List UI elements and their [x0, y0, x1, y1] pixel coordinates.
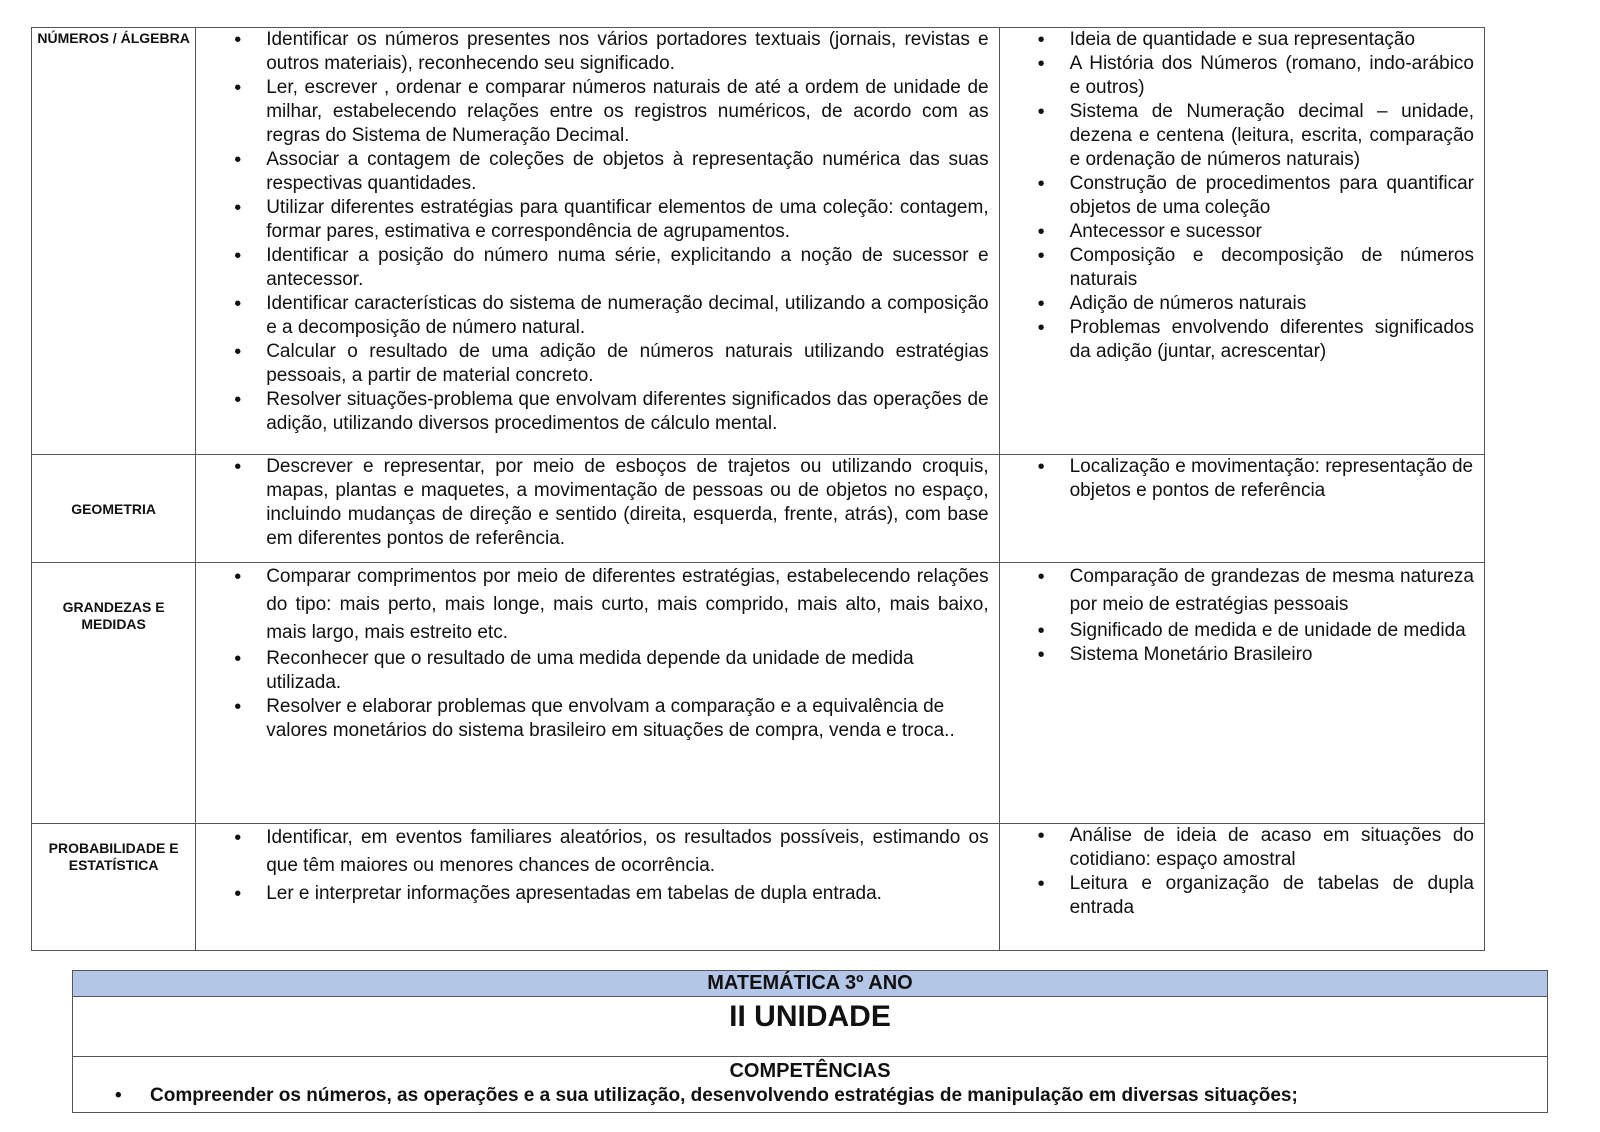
content-item: • Sistema de Numeração decimal – unidade, dezena e centena (leitura, escrita, comparação e ordenação de números naturais): [1000, 100, 1474, 172]
competency-item: • Compreender os números, as operações e a sua utilização, desenvolvendo estratégias de manipulação em diversas situações;: [73, 1083, 1547, 1108]
objective-item: • Resolver e elaborar problemas que envolvam a comparação e a equivalência de: [196, 695, 988, 719]
contents-cell: [999, 455, 1484, 563]
content-item: • Comparação de grandezas de mesma natureza por meio de estratégias pessoais: [1000, 563, 1474, 619]
objective-item: • Identificar características do sistema de numeração decimal, utilizando a composição e a decomposição de número natural.: [196, 292, 988, 340]
content-item: • Ideia de quantidade e sua representação: [1000, 28, 1474, 52]
objective-item: • Comparar comprimentos por meio de diferentes estratégias, estabelecendo relações do tipo: mais perto, mais longe, mais curto, mais comprido, mais alto, mais baixo, mais largo, mais estreito etc.: [196, 563, 988, 647]
unit-header-table: [72, 970, 1548, 1113]
content-item: • Sistema Monetário Brasileiro: [1000, 643, 1474, 667]
area-cell: PROBABILIDADE E ESTATÍSTICA: [32, 824, 196, 951]
competencies-cell: [73, 1057, 1548, 1113]
objectives-cell: [196, 563, 999, 824]
content-item: • Antecessor e sucessor: [1000, 220, 1474, 244]
content-continuation: objetos e pontos de referência: [1069, 480, 1326, 501]
content-item: • Construção de procedimentos para quantificar objetos de uma coleção: [1000, 172, 1474, 220]
objective-continuation: valores monetários do sistema brasileiro em situações de compra, venda e troca..: [266, 720, 955, 741]
table-row: [32, 824, 1485, 951]
subject-title: MATEMÁTICA 3º ANO: [73, 971, 1548, 997]
table-row: [32, 563, 1485, 824]
objective-item: • Reconhecer que o resultado de uma medida depende da unidade de medida: [196, 647, 988, 671]
objective-item: • Calcular o resultado de uma adição de números naturais utilizando estratégias pessoais, a partir de material concreto.: [196, 340, 988, 388]
competencies-title: COMPETÊNCIAS: [729, 1060, 891, 1082]
content-item: • Significado de medida e de unidade de medida: [1000, 619, 1474, 643]
objective-item: • Associar a contagem de coleções de objetos à representação numérica das suas respectivas quantidades.: [196, 148, 988, 196]
content-item: • Leitura e organização de tabelas de dupla entrada: [1000, 872, 1474, 920]
objective-item: • Identificar a posição do número numa série, explicitando a noção de sucessor e antecessor.: [196, 244, 988, 292]
content-item: • Análise de ideia de acaso em situações do cotidiano: espaço amostral: [1000, 824, 1474, 872]
objective-item: • Utilizar diferentes estratégias para quantificar elementos de uma coleção: contagem, formar pares, estimativa e correspondência de agrupamentos.: [196, 196, 988, 244]
objective-item: • Identificar os números presentes nos vários portadores textuais (jornais, revistas e outros materiais), reconhecendo seu significado.: [196, 28, 988, 76]
table-row: [32, 455, 1485, 563]
objective-item: • Descrever e representar, por meio de esboços de trajetos ou utilizando croquis, mapas, plantas e maquetes, a movimentação de pessoas ou de objetos no espaço, incluindo mudanças de direção e sentido (direita, esquerda, frente, atrás), com base em diferentes pontos de referência.: [196, 455, 988, 551]
objective-item: • Ler e interpretar informações apresentadas em tabelas de dupla entrada.: [196, 880, 988, 908]
contents-cell: [999, 28, 1484, 455]
objectives-cell: [196, 28, 999, 455]
objective-item: • Ler, escrever , ordenar e comparar números naturais de até a ordem de unidade de milhar, estabelecendo relações entre os registros numéricos, de acordo com as regras do Sistema de Numeração Decimal.: [196, 76, 988, 148]
area-cell: GRANDEZAS E MEDIDAS: [32, 563, 196, 824]
content-item: • A História dos Números (romano, indo-arábico e outros): [1000, 52, 1474, 100]
objectives-cell: [196, 824, 999, 951]
contents-cell: [999, 824, 1484, 951]
area-cell: GEOMETRIA: [32, 455, 196, 563]
objective-continuation: utilizada.: [266, 672, 342, 693]
contents-cell: [999, 563, 1484, 824]
content-item: • Adição de números naturais: [1000, 292, 1474, 316]
unit-title: II UNIDADE: [73, 997, 1548, 1057]
table-row: [32, 28, 1485, 455]
objective-item: • Resolver situações-problema que envolvam diferentes significados das operações de adição, utilizando diversos procedimentos de cálculo mental.: [196, 388, 988, 436]
objective-item: • Identificar, em eventos familiares aleatórios, os resultados possíveis, estimando os que têm maiores ou menores chances de ocorrência.: [196, 824, 988, 880]
content-item: • Problemas envolvendo diferentes significados da adição (juntar, acrescentar): [1000, 316, 1474, 364]
content-item: • Localização e movimentação: representação de: [1000, 455, 1474, 479]
curriculum-table: [31, 27, 1485, 951]
area-cell: NÚMEROS / ÁLGEBRA: [32, 28, 196, 455]
content-item: • Composição e decomposição de números naturais: [1000, 244, 1474, 292]
objectives-cell: [196, 455, 999, 563]
